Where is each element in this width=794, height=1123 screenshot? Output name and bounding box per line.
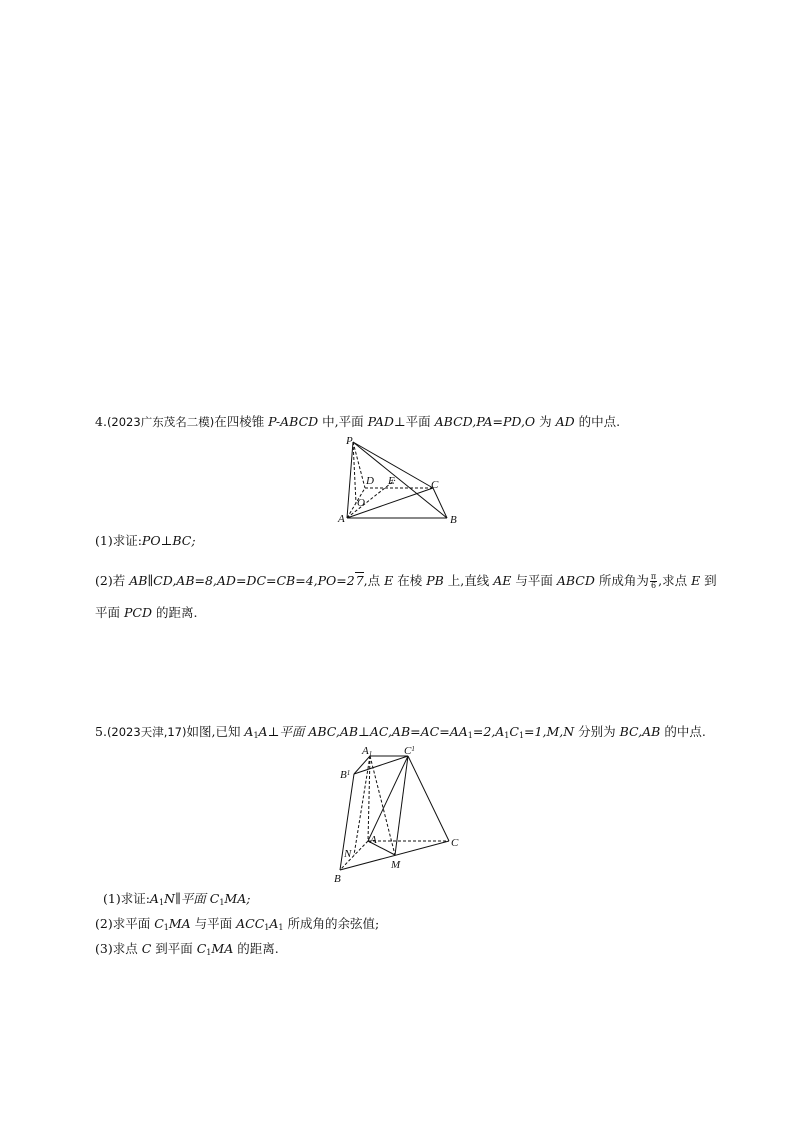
problem5-part2: (2)求平面 $C_1MA$ 与平面 $ACC_1A_1$ 所成角的余弦值; xyxy=(95,916,380,932)
label-O: O xyxy=(357,497,365,509)
label-A1: A1 xyxy=(362,745,373,758)
edge-PA xyxy=(347,442,353,518)
problem5-stem: 5.(2023天津,17)如图,已知 $A_1A\perp$平面 $ABC,AB\perp AC,AB=AC=AA_1=2,A_1C_1=1,M,N$ 分别为 BC,AB 的中点. xyxy=(95,724,706,740)
label-P: P xyxy=(346,435,353,447)
label-C1: $C^1$ xyxy=(404,745,415,757)
edge-BC xyxy=(433,488,447,518)
problem4-part1: (1)求证:PO⊥BC; xyxy=(95,533,196,548)
edge-PO xyxy=(353,442,356,503)
prism-figure xyxy=(332,744,467,884)
label-B1: $B^1$ xyxy=(340,769,351,781)
problem5-part3: (3)求点 C 到平面 $C_1MA$ 的距离. xyxy=(95,941,279,957)
label-D: D xyxy=(366,475,374,487)
label-M: M xyxy=(391,859,401,871)
label-C: C xyxy=(431,479,439,491)
edge-PD xyxy=(353,442,365,488)
edge-C1C xyxy=(408,756,449,841)
label-A: A xyxy=(338,513,345,525)
pyramid-figure xyxy=(335,432,475,527)
problem4-stem: 4.(2023广东茂名二模)在四棱锥 P-ABCD 中,平面 PAD⊥平面 ABCD,PA=PD,O 为 AD 的中点. xyxy=(95,414,621,429)
label-C: C xyxy=(451,837,459,849)
angle-fraction: $\frac{\pi}{6}$ xyxy=(650,572,657,590)
problem4-part2: (2)若 AB∥CD,AB=8,AD=DC=CB=4,PO=27,点 E 在棱 PB 上,直线 AE 与平面 ABCD 所成角为 $\frac{\pi}{6}$ ,求点 E 到 xyxy=(95,572,717,590)
label-A: A xyxy=(370,834,377,846)
label-E: E xyxy=(388,475,395,487)
label-B: B xyxy=(334,873,341,884)
label-N: N xyxy=(344,848,352,860)
label-B: B xyxy=(450,514,457,526)
problem4-part2-cont: 平面 PCD 的距离. xyxy=(95,605,198,620)
problem5-part1: (1)求证$:A_1N\parallel$平面 $C_1MA$; xyxy=(103,891,251,907)
